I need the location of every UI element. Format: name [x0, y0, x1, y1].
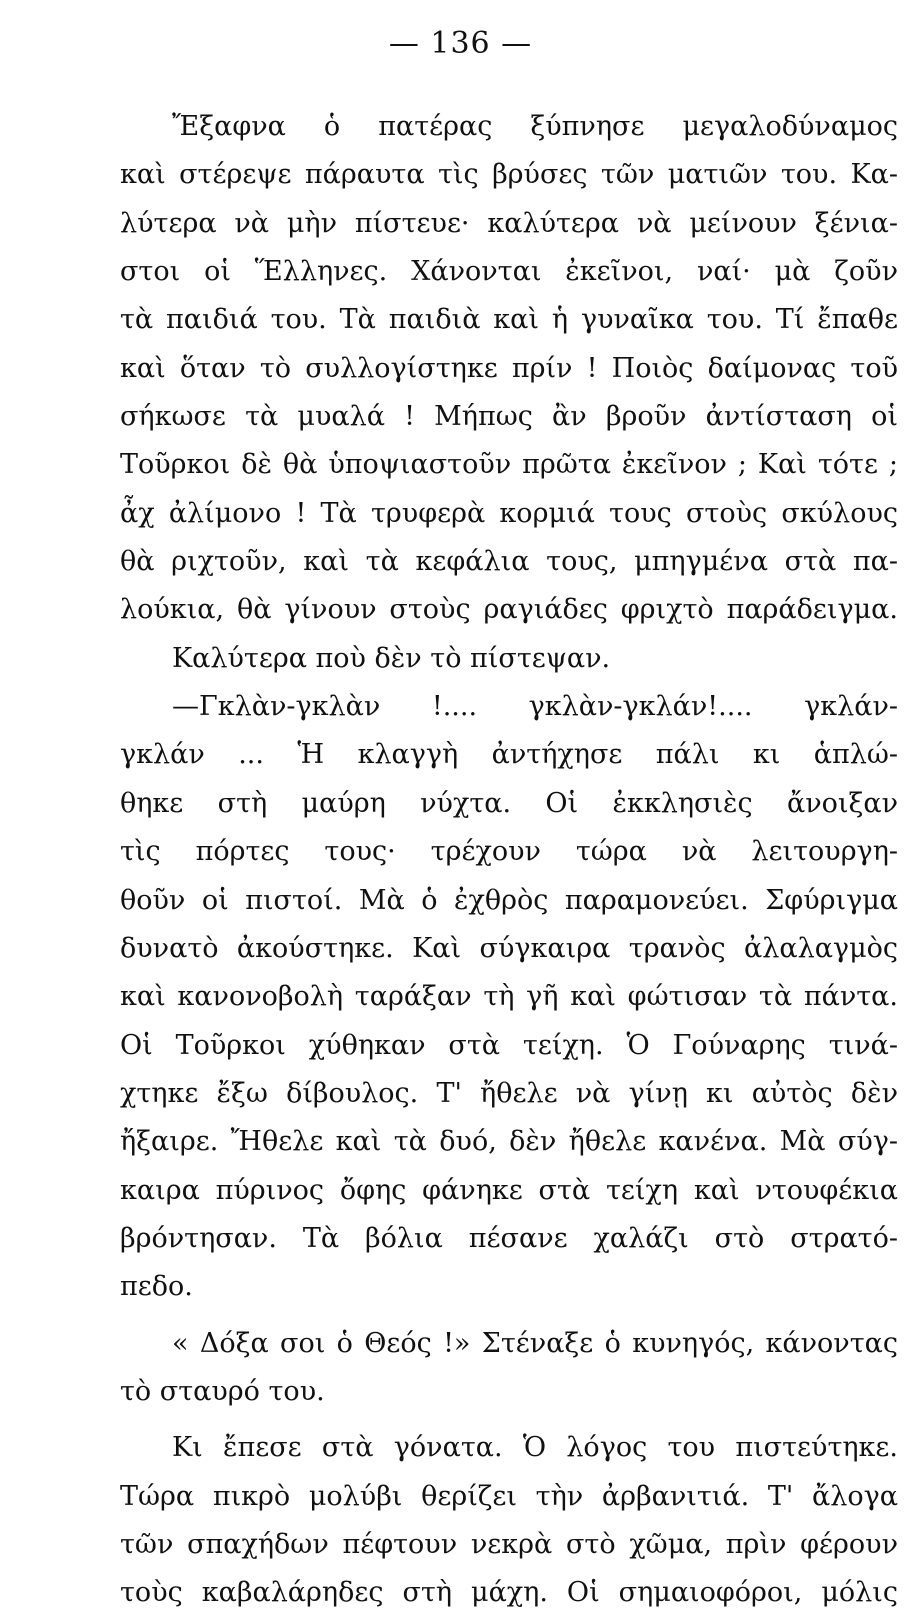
text-line: Τώρα πικρὸ μολύβι θερίζει τὴν ἀρβανιτιά. Τ' ἄλογα	[120, 1480, 898, 1512]
text-line: γκλάν ... Ἡ κλαγγὴ ἀντήχησε πάλι κι ἁπλώ-	[120, 739, 898, 771]
text-line: « Δόξα σοι ὁ Θεός !» Στέναξε ὁ κυνηγός, κάνοντας	[172, 1327, 898, 1359]
text-line: Καλύτερα ποὺ δὲν τὸ πίστεψαν.	[172, 642, 611, 674]
text-line: πεδο.	[120, 1271, 193, 1303]
text-line: θοῦν οἱ πιστοί. Μὰ ὁ ἐχθρὸς παραμονεύει. Σφύριγμα	[120, 884, 898, 916]
text-line: δυνατὸ ἀκούστηκε. Καὶ σύγκαιρα τρανὸς ἀλαλαγμὸς	[120, 932, 898, 964]
text-line: Κι ἔπεσε στὰ γόνατα. Ὁ λόγος του πιστεύτηκε.	[172, 1432, 898, 1464]
text-line: καὶ ὅταν τὸ συλλογίστηκε πρίν ! Ποιὸς δαίμονας τοῦ	[120, 352, 898, 384]
text-line: λύτερα νὰ μὴν πίστευε· καλύτερα νὰ μείνουν ξένια-	[120, 207, 898, 239]
text-line: θὰ ριχτοῦν, καὶ τὰ κεφάλια τους, μπηγμένα στὰ πα-	[120, 546, 898, 578]
text-line: καὶ κανονοβολὴ ταράξαν τὴ γῆ καὶ φώτισαν τὰ πάντα.	[120, 981, 898, 1013]
text-line: ἤξαιρε. Ἤθελε καὶ τὰ δυό, δὲν ἤθελε κανένα. Μὰ σύγ-	[120, 1126, 898, 1158]
text-line: στοι οἱ Ἕλληνες. Χάνονται ἐκεῖνοι, ναί· μὰ ζοῦν	[120, 256, 898, 288]
text-line: τὰ παιδιά του. Τὰ παιδιὰ καὶ ἡ γυναῖκα του. Τί ἔπαθε	[120, 304, 898, 336]
text-line: Τοῦρκοι δὲ θὰ ὑποψιαστοῦν πρῶτα ἐκεῖνον ; Καὶ τότε ;	[120, 449, 898, 481]
text-line: καιρα πύρινος ὄφης φάνηκε στὰ τείχη καὶ ντουφέκια	[120, 1174, 898, 1206]
text-line: Οἱ Τοῦρκοι χύθηκαν στὰ τείχη. Ὁ Γούναρης τινά-	[120, 1029, 898, 1061]
text-line: ἆχ ἀλίμονο ! Τὰ τρυφερὰ κορμιά τους στοὺς σκύλους	[120, 497, 898, 529]
text-line: σήκωσε τὰ μυαλά ! Μήπως ἂν βροῦν ἀντίσταση οἱ	[120, 401, 898, 433]
text-line: τοὺς καβαλάρηδες στὴ μάχη. Οἱ σημαιοφόροι, μόλις	[120, 1577, 898, 1609]
text-line: τῶν σπαχήδων πέφτουν νεκρὰ στὸ χῶμα, πρὶν φέρουν	[120, 1528, 898, 1560]
text-line: λούκια, θὰ γίνουν στοὺς ραγιάδες φριχτὸ παράδειγμα.	[120, 594, 898, 626]
text-line: τὸ σταυρό του.	[120, 1375, 325, 1407]
body-text	[120, 103, 898, 1618]
text-line: τὶς πόρτες τους· τρέχουν τώρα νὰ λειτουργη-	[120, 836, 898, 868]
text-line: βρόντησαν. Τὰ βόλια πέσανε χαλάζι στὸ στρατό-	[120, 1222, 898, 1254]
page-number: — 136 —	[388, 26, 533, 61]
text-line: χτηκε ἔξω δίβουλος. Τ' ἤθελε νὰ γίνῃ κι αὐτὸς δὲν	[120, 1077, 898, 1109]
text-line: θηκε στὴ μαύρη νύχτα. Οἱ ἐκκλησιὲς ἄνοιξαν	[120, 787, 898, 819]
text-line: Ἔξαφνα ὁ πατέρας ξύπνησε μεγαλοδύναμος	[172, 111, 898, 142]
text-line: καὶ στέρεψε πάραυτα τὶς βρύσες τῶν ματιῶν του. Κα-	[120, 159, 898, 191]
text-line: —Γκλὰν-γκλὰν !.... γκλὰν-γκλάν!.... γκλάν-	[172, 691, 898, 723]
